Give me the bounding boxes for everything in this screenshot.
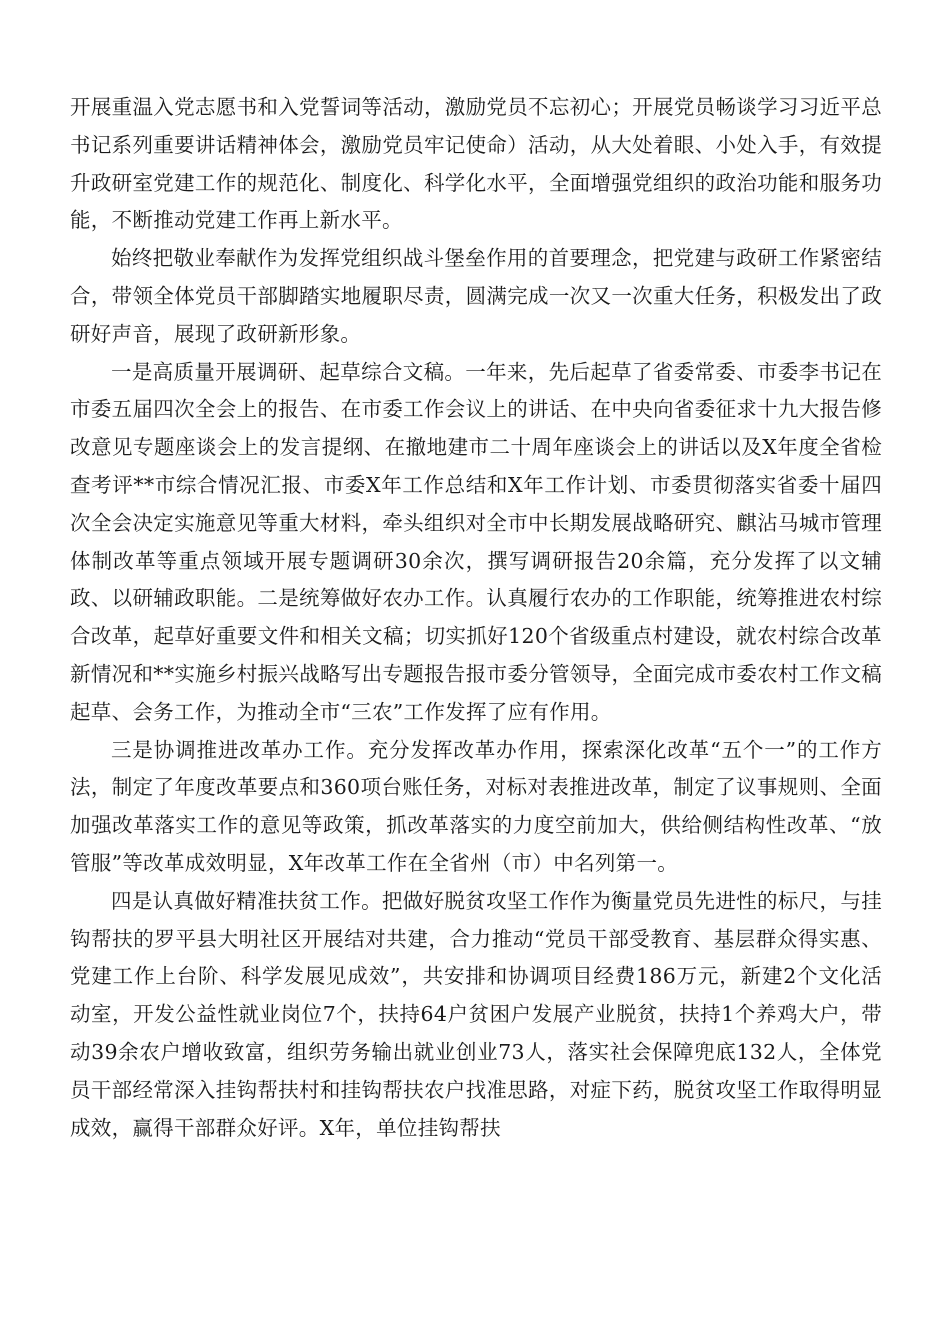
paragraph-4: 三是协调推进改革办工作。充分发挥改革办作用，探索深化改革“五个一”的工作方法，制定了年度改革要点和360项台账任务，对标对表推进改革，制定了议事规则、全面加强改革落实工作的意见等政策，抓改革落实的力度空前加大，供给侧结构性改革、“放管服”等改革成效明显，X年改革工作在全省州（市）中名列第一。: [70, 737, 882, 875]
paragraph-3: 一是高质量开展调研、起草综合文稿。一年来，先后起草了省委常委、市委李书记在市委五届四次全会上的报告、在市委工作会议上的讲话、在中央向省委征求十九大报告修改意见专题座谈会上的发言提纲、在撤地建市二十周年座谈会上的讲话以及X年度全省检查考评**市综合情况汇报、市委X年工作总结和X年工作计划、市委贯彻落实省委十届四次全会决定实施意见等重大材料，牵头组织对全市中长期发展战略研究、麒沾马城市管理体制改革等重点领域开展专题调研30余次，撰写调研报告20余篇，充分发挥了以文辅政、以研辅政职能。二是统筹做好农办工作。认真履行农办的工作职能，统筹推进农村综合改革，起草好重要文件和相关文稿；切实抓好120个省级重点村建设，就农村综合改革新情况和**实施乡村振兴战略写出专题报告报市委分管领导，全面完成市委农村工作文稿起草、会务工作，为推动全市“三农”工作发挥了应有作用。: [70, 359, 882, 724]
paragraph-2: 始终把敬业奉献作为发挥党组织战斗堡垒作用的首要理念，把党建与政研工作紧密结合，带领全体党员干部脚踏实地履职尽责，圆满完成一次又一次重大任务，积极发出了政研好声音，展现了政研新形象。: [70, 246, 882, 346]
document-body: [70, 89, 882, 1147]
paragraph-5: 四是认真做好精准扶贫工作。把做好脱贫攻坚工作作为衡量党员先进性的标尺，与挂钩帮扶的罗平县大明社区开展结对共建，合力推动“党员干部受教育、基层群众得实惠、党建工作上台阶、科学发展见成效”，共安排和协调项目经费186万元，新建2个文化活动室，开发公益性就业岗位7个，扶持64户贫困户发展产业脱贫，扶持1个养鸡大户，带动39余农户增收致富，组织劳务输出就业创业73人，落实社会保障兜底132人，全体党员干部经常深入挂钩帮扶村和挂钩帮扶农户找准思路，对症下药，脱贫攻坚工作取得明显成效，赢得干部群众好评。X年，单位挂钩帮扶: [70, 888, 882, 1140]
paragraph-1: 开展重温入党志愿书和入党誓词等活动，激励党员不忘初心；开展党员畅谈学习习近平总书记系列重要讲话精神体会，激励党员牢记使命）活动，从大处着眼、小处入手，有效提升政研室党建工作的规范化、制度化、科学化水平，全面增强党组织的政治功能和服务功能，不断推动党建工作再上新水平。: [70, 95, 882, 233]
